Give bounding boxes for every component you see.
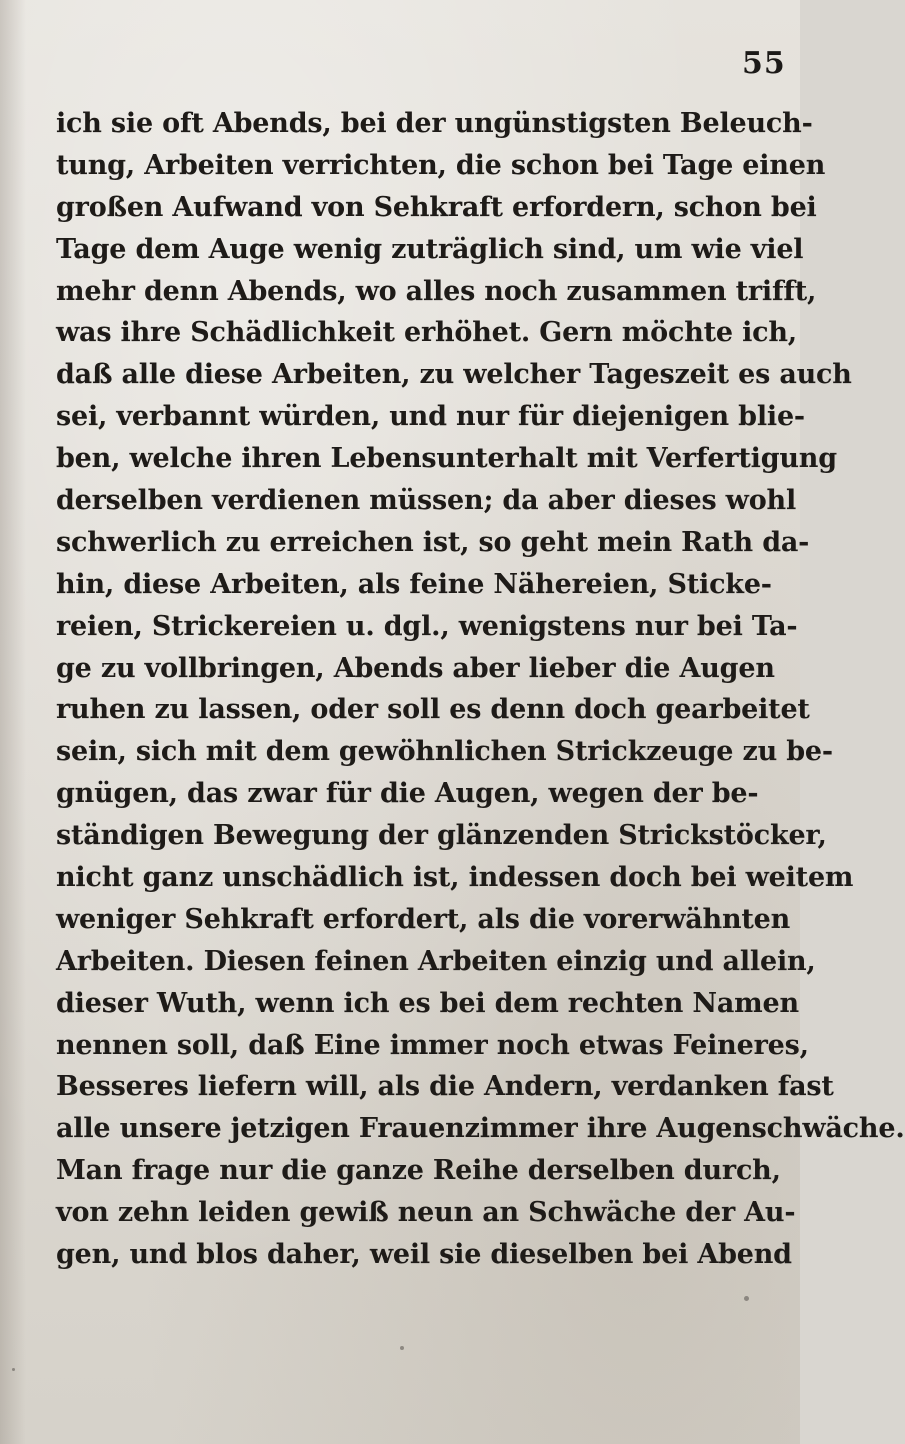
text-line: sei, verbannt würden, und nur für diejenigen blie- [56,401,805,433]
text-line: Man frage nur die ganze Reihe derselben durch, [56,1155,781,1187]
text-line: was ihre Schädlichkeit erhöhet. Gern möchte ich, [56,317,798,349]
text-line: ge zu vollbringen, Abends aber lieber die Augen [56,652,775,684]
text-line: großen Aufwand von Sehkraft erfordern, schon bei [56,191,817,223]
page-gutter-shadow [0,0,26,1444]
body-text [56,103,905,1276]
text-line: ständigen Bewegung der glänzenden Strickstöcker, [56,820,827,852]
text-line: sein, sich mit dem gewöhnlichen Strickzeuge zu be- [56,736,833,768]
text-line: nicht ganz unschädlich ist, indessen doch bei weitem [56,862,854,894]
text-line: tung, Arbeiten verrichten, die schon bei Tage einen [56,149,826,181]
text-line: nennen soll, daß Eine immer noch etwas Feineres, [56,1029,809,1061]
text-line: ich sie oft Abends, bei der ungünstigsten Beleuch- [56,108,813,139]
paper-speck [744,1296,749,1301]
text-line: dieser Wuth, wenn ich es bei dem rechten Namen [56,987,799,1019]
text-line: derselben verdienen müssen; da aber dieses wohl [56,485,797,517]
text-line: Tage dem Auge wenig zuträglich sind, um wie viel [56,233,804,265]
paper-speck [12,1368,15,1371]
text-line: Besseres liefern will, als die Andern, verdanken fast [56,1071,834,1103]
paper-speck [400,1346,404,1350]
text-line: gnügen, das zwar für die Augen, wegen der be- [56,778,759,810]
text-line: Arbeiten. Diesen feinen Arbeiten einzig und allein, [56,945,816,977]
text-line: ruhen zu lassen, oder soll es denn doch gearbeitet [56,694,810,726]
text-line: ben, welche ihren Lebensunterhalt mit Verfertigung [56,443,837,475]
text-line: mehr denn Abends, wo alles noch zusammen trifft, [56,275,817,307]
text-line: weniger Sehkraft erfordert, als die vorerwähnten [56,903,791,935]
text-line: hin, diese Arbeiten, als feine Nähereien, Sticke- [56,568,772,600]
text-line: alle unsere jetzigen Frauenzimmer ihre Augenschwäche. [56,1113,905,1145]
text-line: daß alle diese Arbeiten, zu welcher Tageszeit es auch [56,359,852,391]
text-line: gen, und blos daher, weil sie dieselben bei Abend [56,1239,792,1271]
text-line: von zehn leiden gewiß neun an Schwäche der Au- [56,1197,796,1229]
text-line: reien, Strickereien u. dgl., wenigstens nur bei Ta- [56,610,798,642]
page-number: 55 [742,46,786,81]
text-line: schwerlich zu erreichen ist, so geht mein Rath da- [56,526,810,558]
